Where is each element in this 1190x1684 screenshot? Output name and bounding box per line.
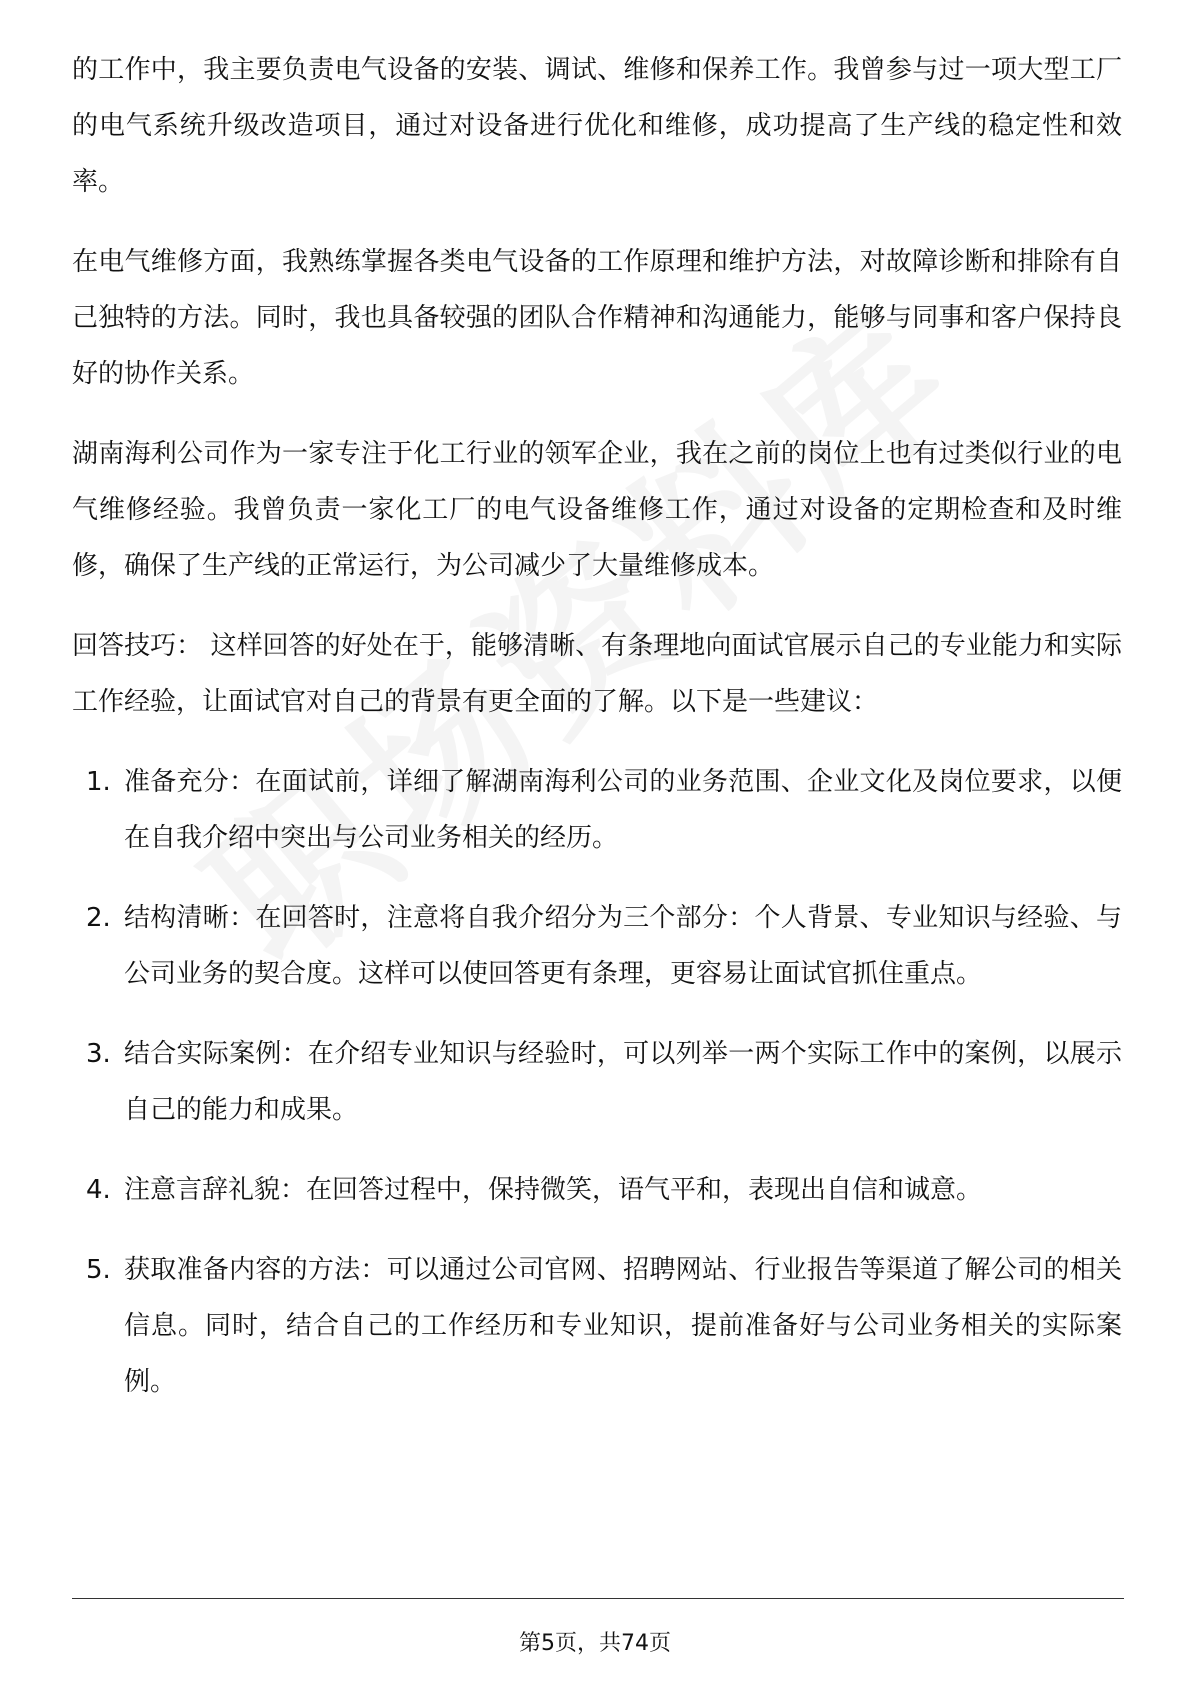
paragraph: 湖南海利公司作为一家专注于化工行业的领军企业，我在之前的岗位上也有过类似行业的电气维修经验。我曾负责一家化工厂的电气设备维修工作，通过对设备的定期检查和及时维修，确保了生产线的正常运行，为公司减少了大量维修成本。	[72, 439, 1122, 581]
tips-list	[72, 754, 1122, 1410]
list-number: 2.	[86, 903, 111, 933]
list-item	[72, 1162, 1122, 1218]
list-number: 3.	[86, 1039, 111, 1069]
paragraph: 在电气维修方面，我熟练掌握各类电气设备的工作原理和维护方法，对故障诊断和排除有自己独特的方法。同时，我也具备较强的团队合作精神和沟通能力，能够与同事和客户保持良好的协作关系。	[72, 247, 1122, 389]
list-text: 结构清晰：在回答时，注意将自我介绍分为三个部分：个人背景、专业知识与经验、与公司业务的契合度。这样可以使回答更有条理，更容易让面试官抓住重点。	[124, 903, 1122, 989]
paragraph: 回答技巧： 这样回答的好处在于，能够清晰、有条理地向面试官展示自己的专业能力和实际工作经验，让面试官对自己的背景有更全面的了解。以下是一些建议：	[72, 631, 1122, 717]
list-number: 5.	[86, 1255, 111, 1285]
list-text: 准备充分：在面试前，详细了解湖南海利公司的业务范围、企业文化及岗位要求，以便在自我介绍中突出与公司业务相关的经历。	[124, 767, 1122, 853]
list-item	[72, 890, 1122, 1002]
list-text: 获取准备内容的方法：可以通过公司官网、招聘网站、行业报告等渠道了解公司的相关信息。同时，结合自己的工作经历和专业知识，提前准备好与公司业务相关的实际案例。	[124, 1255, 1122, 1397]
list-text: 结合实际案例：在介绍专业知识与经验时，可以列举一两个实际工作中的案例，以展示自己的能力和成果。	[124, 1039, 1122, 1125]
list-item	[72, 1026, 1122, 1138]
paragraph: 的工作中，我主要负责电气设备的安装、调试、维修和保养工作。我曾参与过一项大型工厂的电气系统升级改造项目，通过对设备进行优化和维修，成功提高了生产线的稳定性和效率。	[72, 55, 1122, 197]
document-body	[72, 42, 1122, 1434]
footer-divider	[72, 1598, 1124, 1599]
list-item	[72, 754, 1122, 866]
list-item	[72, 1242, 1122, 1410]
list-text: 注意言辞礼貌：在回答过程中，保持微笑，语气平和，表现出自信和诚意。	[124, 1175, 983, 1205]
page-number: 第5页，共74页	[519, 1631, 671, 1656]
list-number: 1.	[86, 767, 111, 797]
list-number: 4.	[86, 1175, 111, 1205]
